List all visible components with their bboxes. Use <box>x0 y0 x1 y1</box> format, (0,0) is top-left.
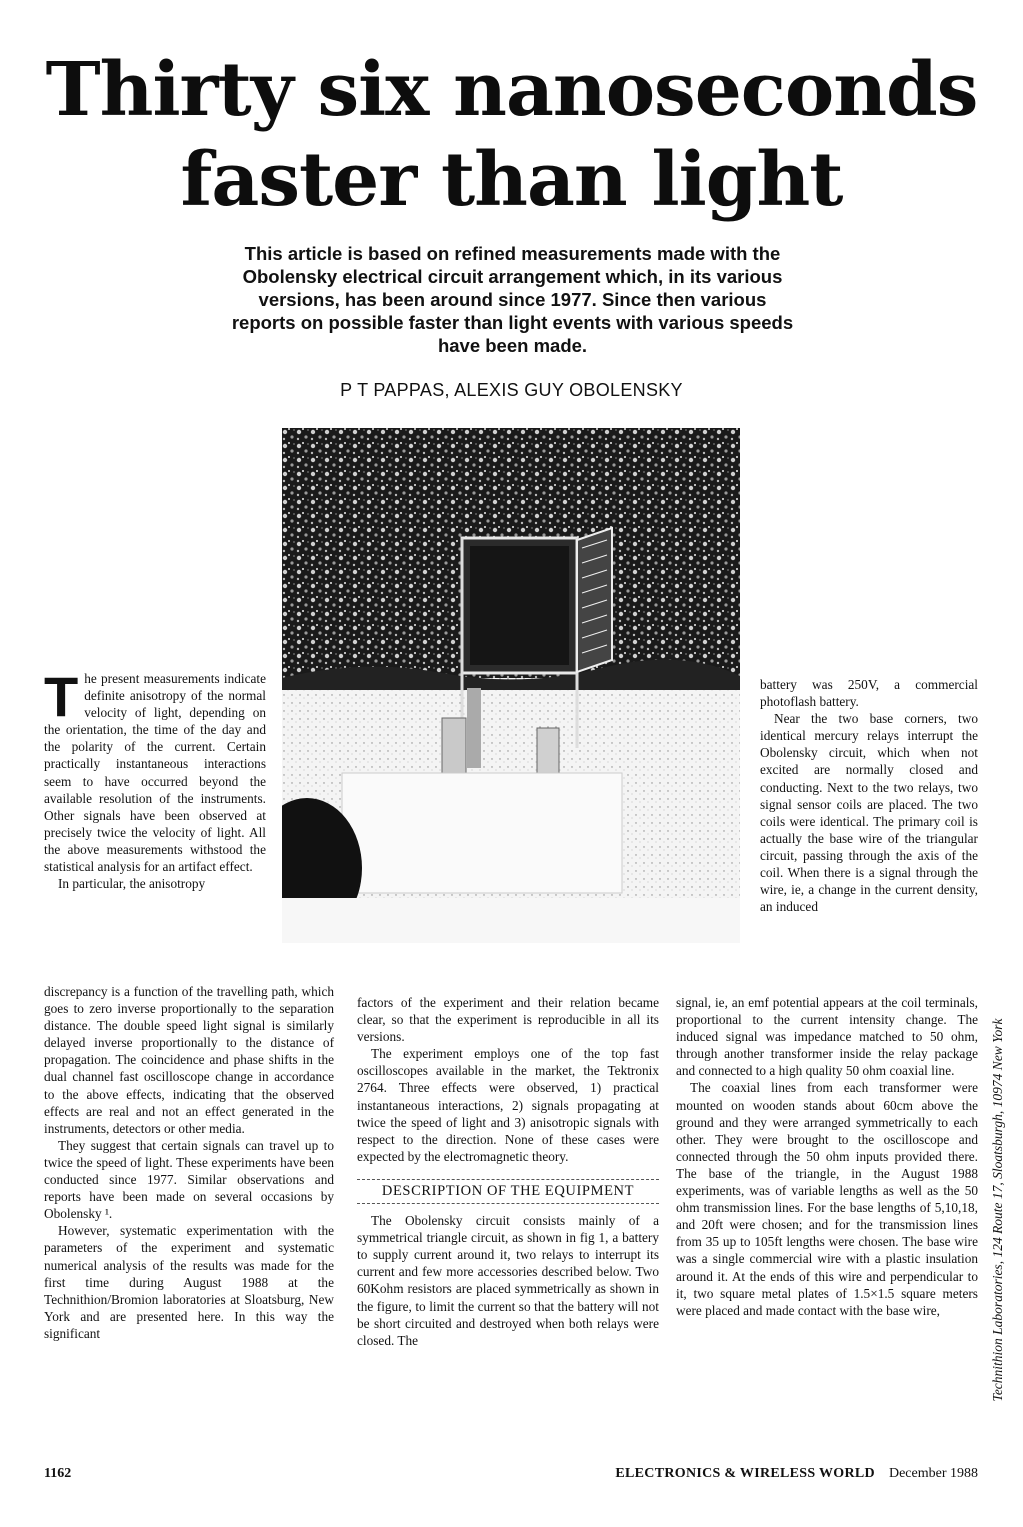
paragraph: The coaxial lines from each transformer were mounted on wooden stands about 60cm above the ground and they were arranged symmetrically to each other. They were brought to the oscilloscope and connected through the 50 ohm inputs provided there. The base of the triangle, in the August 1988 experiments, was of variable lengths as well as the 50 ohm transmission lines. For the base lengths of 5,10,18, and 20ft were chosen; and for the transmission lines from 35 up to 105ft lengths were chosen. The base wire was a single commercial wire with a plastic insulation around it. At the ends of this wire and perpendicular to it, two square metal plates of 1.5×1.5 square meters were placed and made contact with the base wire, <box>676 1080 978 1318</box>
column-1-bottom <box>44 983 334 1342</box>
paragraph: However, systematic experimentation with the parameters of the experiment and systematic numerical analysis of the results was made for the first time during August 1988 at the Technithion/Bromion laboratories at Sloatsburg, New York and are presented here. In this way the significant <box>44 1223 334 1341</box>
column-2 <box>357 994 659 1349</box>
paragraph: signal, ie, an emf potential appears at the coil terminals, proportional to the current intensity change. The induced signal was impedance matched to 50 ohm, through another transformer inside the relay package and connected to a high quality 50 ohm coaxial line. <box>676 995 978 1079</box>
magazine-name: ELECTRONICS & WIRELESS WORLD <box>615 1466 875 1481</box>
standfirst: This article is based on refined measurements made with the Obolensky electrical circuit arrangement which, in its various versions, has been around since 1977. Since then various reports on possible faster than light events with various speeds have been made. <box>231 243 794 356</box>
paragraph: Near the two base corners, two identical mercury relays interrupt the Obolensky circuit, which when not excited are normally closed and conducting. Next to the two relays, two signal sensor coils are placed. The two coils were identical. The primary coil is actually the base wire of the triangular circuit, passing through the axis of the coil. When there is a signal through the wire, ie, a change in the current density, an induced <box>760 711 978 915</box>
paragraph: battery was 250V, a commercial photoflash battery. <box>760 677 978 710</box>
paragraph: They suggest that certain signals can travel up to twice the speed of light. These experiments have been conducted since 1977. Similar observations and reports have been made on several occasions by Obolensky ¹. <box>44 1137 334 1222</box>
column-3-bottom <box>676 994 978 1319</box>
paragraph: factors of the experiment and their relation became clear, so that the experiment is reproducible in all its versions. <box>357 995 659 1045</box>
section-heading: DESCRIPTION OF THE EQUIPMENT <box>357 1179 659 1204</box>
author-affiliation <box>990 960 1010 1460</box>
drop-cap: T <box>44 665 79 728</box>
running-footer <box>615 1466 978 1482</box>
issue-date: December 1988 <box>888 1466 978 1481</box>
page-number: 1162 <box>44 1466 72 1481</box>
paragraph: The experiment employs one of the top fast oscilloscopes available in the market, the Tektronix 2764. Three effects were observed, 1) practical instantaneous interactions, 2) signals propagating at twice the speed of light and 3) anisotropic signals with respect to the direction. None of these cases were expected by the electromagnetic theory. <box>357 1046 659 1164</box>
experiment-photo <box>282 428 740 943</box>
title-line-1: Thirty six nanoseconds <box>45 47 978 133</box>
title-line-2: faster than light <box>180 137 843 223</box>
photo-illustration <box>282 428 740 943</box>
affiliation-text: Technithion Laboratories, 124 Route 17, Sloatsburgh, 10974 New York <box>990 1018 1005 1402</box>
column-1-top <box>44 665 266 892</box>
paragraph: In particular, the anisotropy <box>58 876 206 892</box>
paragraph: discrepancy is a function of the travelling path, which goes to zero inverse proportionally to the separation distance. The double speed light signal is similarly delayed inverse proportionally to the distance of propagation. The coincidence and phase shifts in the dual channel fast oscilloscope change in accordance to the above effects, indicating that the observed effects are real and not an effect generated in the instruments, detectors or other media. <box>44 984 334 1136</box>
paragraph: The Obolensky circuit consists mainly of a symmetrical triangle circuit, as shown in fig 1, a battery to supply current around it, two relays to interrupt its current and few more accessories described below. Two 60Kohm resistors are placed symmetrically as shown in the figure, to limit the current so that the battery will not be short circuited and destroyed when both relays were closed. The <box>357 1213 659 1348</box>
column-3-top <box>760 676 978 915</box>
paragraph: he present measurements indicate definite anisotropy of the normal velocity of light, depending on the orientation, the time of the day and the polarity of the current. Certain practically instantaneous interactions seem to have occurred beyond the available resolution of the instruments. Other signals have been observed at precisely twice the velocity of light. All the above measurements withstood the statistical analysis for an artifact effect. <box>44 671 266 875</box>
article-title <box>0 45 1023 225</box>
byline: P T PAPPAS, ALEXIS GUY OBOLENSKY <box>340 380 683 400</box>
